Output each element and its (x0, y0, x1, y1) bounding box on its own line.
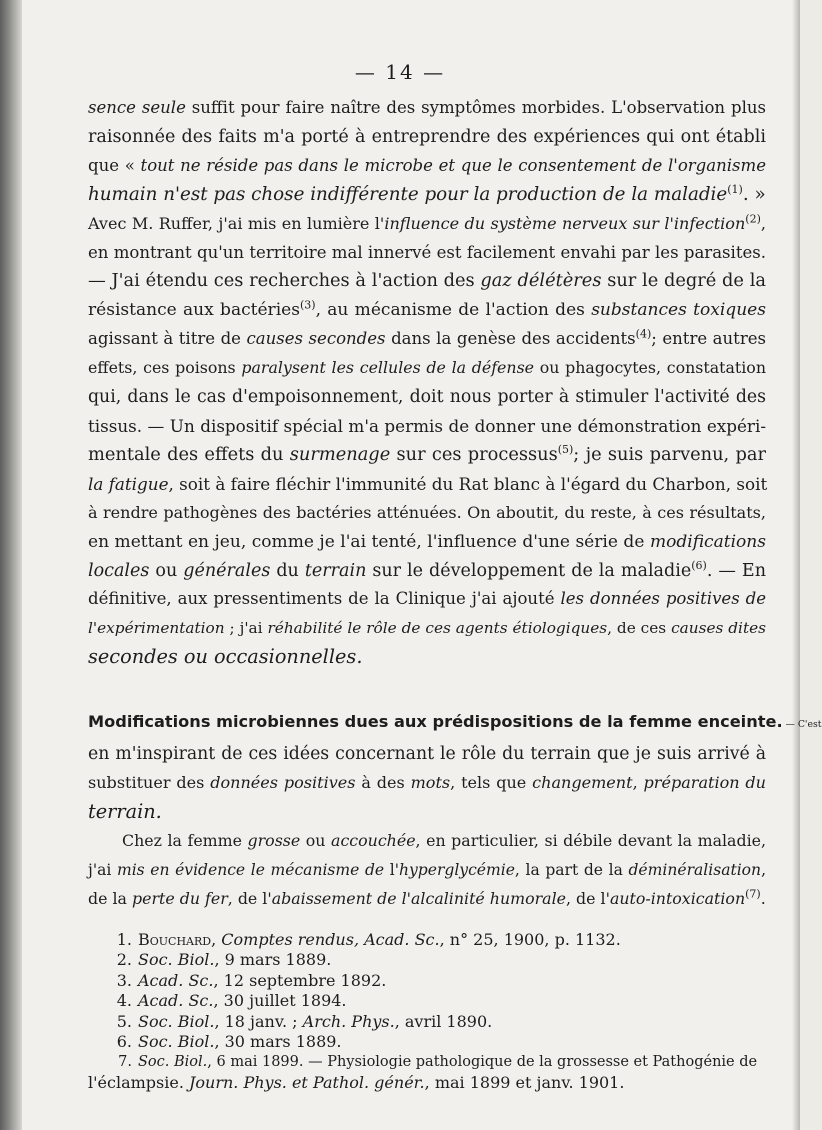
text: agissant à titre de (88, 329, 247, 349)
text: ; j'ai (224, 619, 268, 638)
text: substituer des (88, 772, 211, 792)
italic-text: paralysent les cellules de la défense (241, 358, 535, 378)
text: ou (300, 830, 332, 850)
italic-text: la fatigue (88, 473, 169, 494)
italic-text: les données positives de (560, 589, 767, 609)
section-heading: Modifications microbiennes dues aux prédispositions de la femme enceinte. (88, 712, 783, 732)
footnote (88, 991, 766, 1011)
italic-text: mots (410, 772, 451, 792)
text: Avec M. Ruffer, j'ai mis en lumière l' (88, 213, 385, 233)
footnote-number: 2. (116, 950, 132, 970)
text-line (88, 827, 766, 856)
text: l'éclampsie. (88, 1072, 189, 1092)
page-binding-shadow (0, 0, 22, 1130)
italic-text: tout ne réside pas dans le microbe et que le consentement de l'organisme (140, 155, 766, 175)
italic-text: humain n'est pas chose indifférente pour la production de la maladie (88, 183, 728, 205)
text: à des (355, 772, 411, 792)
paragraph-3 (88, 708, 822, 827)
text: ou phagocytes, constatation (534, 358, 766, 378)
italic-text: l'expérimentation (88, 619, 225, 638)
page-number: — 14 — (354, 60, 446, 84)
author-name: Bouchard (138, 930, 212, 949)
footnote-number: 5. (116, 1011, 132, 1031)
text: , 12 septembre 1892. (213, 970, 387, 990)
footnote (88, 930, 766, 950)
italic-text: abaissement de l'alcalinité humorale (271, 888, 567, 908)
text: . — En (706, 560, 766, 581)
footnote-continuation (88, 1073, 766, 1093)
journal-name: Soc. Biol. (138, 1011, 215, 1031)
text: — C'est (782, 719, 822, 731)
journal-name: Comptes rendus, Acad. Sc. (221, 930, 440, 949)
text-line (88, 210, 766, 239)
text: , (211, 930, 222, 949)
italic-text: terrain. (88, 799, 162, 823)
italic-text: gaz délétères (480, 270, 602, 292)
text: sur le développement de la maladie (366, 560, 692, 581)
text: , au mécanisme de l'action des (315, 300, 592, 321)
italic-text: données positives (210, 772, 356, 792)
text-line: qui, dans le cas d'empoisonnement, doit nous porter à stimuler l'activité des (88, 387, 766, 408)
paragraph-2 (88, 210, 766, 673)
text: mentale des effets du (88, 443, 290, 465)
footnote (88, 971, 766, 991)
page-edge (792, 0, 800, 1130)
text: j'ai (88, 860, 117, 879)
text: , n° 25, 1900, p. 1132. (439, 930, 621, 949)
italic-text: influence du système nerveux sur l'infection (384, 213, 746, 233)
text: , (760, 213, 766, 233)
text-line (88, 769, 766, 798)
text: , (632, 772, 644, 792)
journal-name: Soc. Biol. (138, 1032, 215, 1052)
footnote (88, 1052, 766, 1072)
footnote (88, 1012, 766, 1032)
italic-text: terrain (304, 560, 367, 581)
text-line (88, 557, 766, 586)
text-line (88, 585, 766, 614)
text: ; je suis parvenu, par (573, 443, 766, 465)
text-line (88, 528, 766, 557)
italic-text: modifications (649, 531, 766, 552)
footnote-ref: (1) (727, 182, 743, 196)
footnote (88, 1032, 766, 1052)
text: que « (88, 155, 141, 175)
text-line (88, 152, 766, 181)
italic-text: accouchée (331, 830, 416, 850)
text: , de ces (607, 619, 672, 638)
footnote-ref: (2) (745, 212, 761, 226)
footnotes (88, 930, 766, 1093)
italic-text: causes secondes (246, 329, 386, 349)
text: ; entre autres (651, 329, 766, 349)
italic-text: perte du fer (131, 888, 228, 908)
footnote-ref: (5) (557, 442, 574, 456)
journal-name: Acad. Sc. (138, 970, 214, 990)
text-line (88, 94, 766, 123)
text: , de l' (566, 888, 610, 908)
italic-text: déminéralisation (628, 860, 762, 879)
italic-text: surmenage (289, 443, 391, 465)
text: , de l' (227, 888, 272, 908)
footnote-number: 1. (116, 930, 132, 949)
italic-text: changement (532, 772, 633, 792)
section-gap (88, 672, 766, 708)
text: suffit pour faire naître des symptômes morbides. L'observation plus (185, 98, 766, 117)
italic-text: préparation du (643, 772, 766, 792)
text-line: raisonnée des faits m'a porté à entreprendre des expériences qui ont établi (88, 126, 766, 147)
text: , 30 mars 1889. (214, 1032, 342, 1052)
text: — J'ai étendu ces recherches à l'action des (88, 270, 481, 292)
journal-name: Acad. Sc. (138, 991, 214, 1011)
text: du (270, 560, 305, 581)
text: , en particulier, si débile devant la maladie, (415, 830, 767, 850)
text: résistance aux bactéries (88, 300, 300, 321)
italic-text: causes dites (671, 619, 767, 638)
text-line (88, 354, 766, 383)
text-line: tissus. — Un dispositif spécial m'a permis de donner une démonstration expéri- (88, 415, 766, 436)
text: sur ces processus (390, 443, 558, 465)
text-line (88, 325, 766, 354)
text: . (760, 888, 766, 908)
italic-text: grosse (247, 830, 301, 850)
text: Chez la femme (122, 830, 248, 850)
text: définitive, aux pressentiments de la Clinique j'ai ajouté (88, 589, 561, 609)
footnote-ref: (6) (691, 558, 707, 572)
text: effets, ces poisons (88, 358, 242, 378)
text-line (88, 614, 766, 643)
journal-name: Soc. Biol. (138, 1054, 208, 1071)
text: sur le degré de la (601, 270, 766, 292)
text: , avril 1890. (394, 1011, 493, 1031)
footnote-number: 7. (118, 1054, 132, 1071)
footnote-ref: (4) (635, 327, 652, 341)
text-line (88, 708, 822, 740)
footnote-number: 4. (116, 991, 132, 1011)
text: dans la genèse des accidents (385, 329, 636, 349)
italic-text: secondes ou occasionnelles. (88, 645, 363, 669)
text: , la part de la (514, 860, 629, 879)
text: , 6 mai 1899. — Physiologie pathologique de la grossesse et Pathogénie de (207, 1054, 758, 1071)
text-line: en m'inspirant de ces idées concernant le rôle du terrain que je suis arrivé à (88, 744, 766, 765)
italic-text: réhabilité le rôle de ces agents étiologiques (267, 619, 608, 638)
text: , 18 janv. ; (214, 1011, 303, 1031)
text: , (761, 860, 767, 879)
footnote-number: 3. (116, 970, 132, 990)
footnote-ref: (3) (299, 298, 316, 312)
italic-text: auto-intoxication (609, 888, 746, 908)
paragraph-4 (88, 827, 766, 914)
text: de la (88, 888, 132, 908)
italic-text: sence seule (88, 98, 186, 117)
text-line (88, 470, 766, 499)
text-line (88, 856, 766, 885)
text-line (88, 296, 766, 325)
italic-text: hyperglycémie (399, 860, 515, 879)
text: , mai 1899 et janv. 1901. (424, 1072, 625, 1092)
text-line (88, 798, 766, 827)
text-line (88, 885, 766, 914)
footnote-number: 6. (116, 1032, 132, 1052)
text: ou (149, 560, 184, 581)
italic-text: locales (88, 560, 150, 581)
text: . » (742, 183, 766, 205)
text: en mettant en jeu, comme je l'ai tenté, l'influence d'une série de (88, 531, 650, 552)
italic-text: mis en évidence le mécanisme de (116, 860, 385, 879)
footnote-ref: (7) (745, 887, 761, 901)
text-line (88, 643, 766, 672)
text: , 9 mars 1889. (214, 950, 332, 970)
text: , 30 juillet 1894. (213, 991, 347, 1011)
text-line (88, 267, 766, 296)
journal-name: Soc. Biol. (138, 950, 215, 970)
journal-name: Arch. Phys. (302, 1011, 395, 1031)
text: l' (384, 860, 399, 879)
footnote (88, 950, 766, 970)
text: , soit à faire fléchir l'immunité du Rat blanc à l'égard du Charbon, soit (168, 473, 768, 494)
text-line: à rendre pathogènes des bactéries atténuées. On aboutit, du reste, à ces résultats, (88, 502, 766, 522)
journal-name: Journ. Phys. et Pathol. génér. (188, 1072, 425, 1092)
body-text (88, 94, 822, 913)
text-line (88, 181, 766, 210)
text: , tels que (450, 772, 533, 792)
text-line (88, 441, 766, 470)
text-line: en montrant qu'un territoire mal innervé est facilement envahi par les parasites. (88, 242, 766, 262)
italic-text: substances toxiques (591, 300, 766, 321)
paragraph-1 (88, 94, 766, 210)
italic-text: générales (183, 560, 271, 581)
